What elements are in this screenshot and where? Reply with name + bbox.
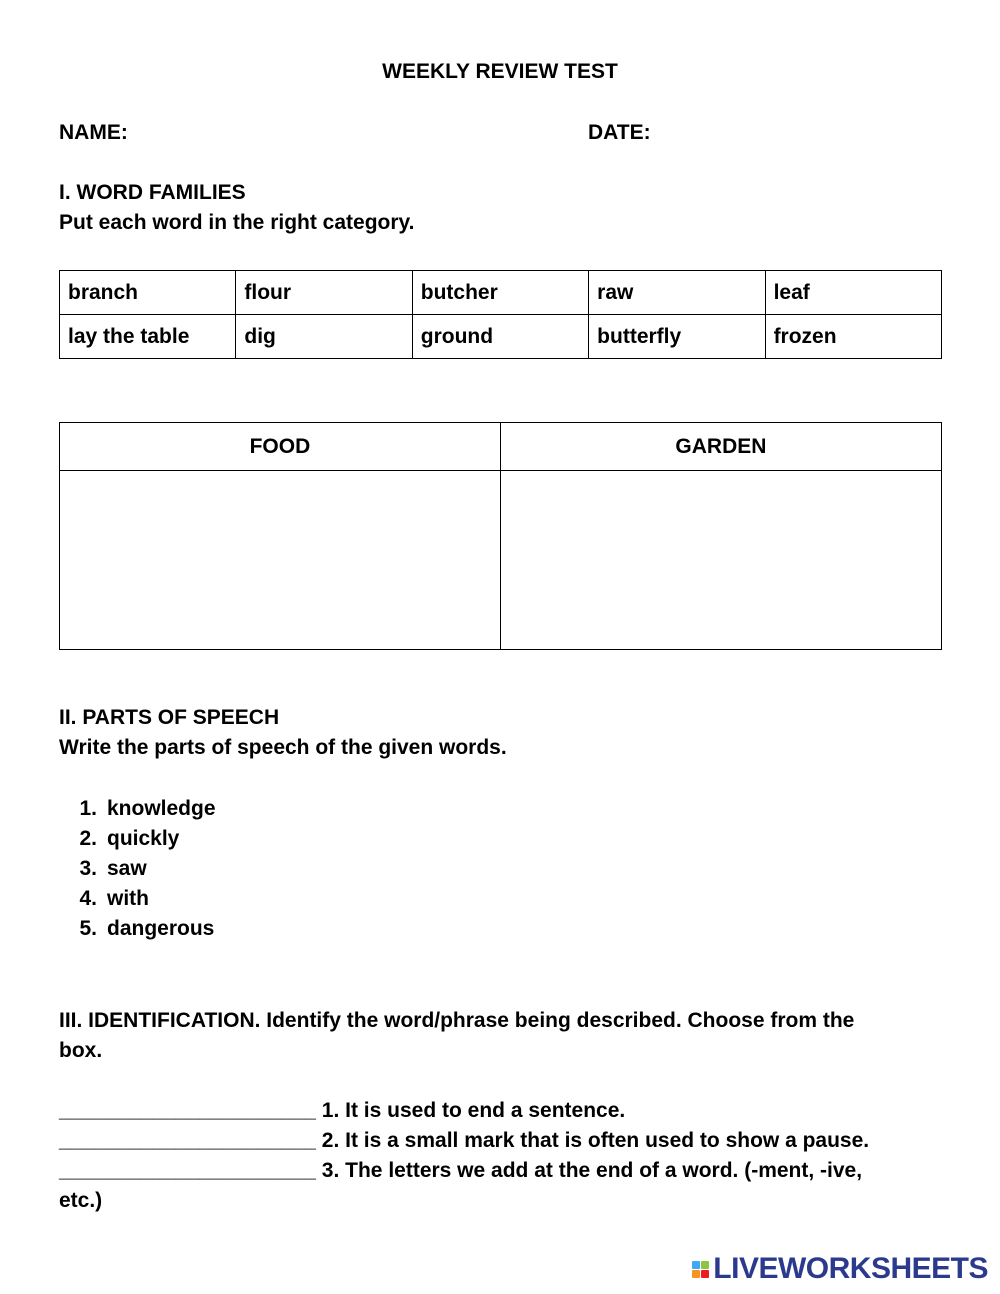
identification-item [59,1126,869,1156]
food-answer-cell[interactable] [60,471,501,650]
table-row [60,471,942,650]
garden-answer-cell[interactable] [500,471,941,650]
word-cell: butterfly [589,315,765,359]
section3-heading-cont: box. [59,1039,103,1062]
item-number: 3. [79,857,97,880]
word-cell: branch [60,271,236,315]
identification-item [59,1156,862,1186]
identification-item-cont: etc.) [59,1189,103,1212]
item-text: 2. It is a small mark that is often used to show a pause. [321,1129,870,1152]
word-cell: leaf [765,271,941,315]
list-item [59,794,216,824]
item-number: 2. [79,827,97,850]
logo-icon [692,1261,709,1278]
item-number: 5. [79,917,97,940]
word-cell: flour [236,271,412,315]
item-number: 4. [79,887,97,910]
table-row [60,423,942,471]
word-cell: raw [589,271,765,315]
category-table [59,422,942,650]
item-text: 1. It is used to end a sentence. [321,1099,626,1122]
section1-heading: I. WORD FAMILIES [59,181,246,204]
parts-of-speech-list [59,794,216,944]
list-item [59,914,216,944]
category-garden-header: GARDEN [500,423,941,471]
list-item [59,854,216,884]
item-number: 1. [79,797,97,820]
page-title: WEEKLY REVIEW TEST [382,60,618,83]
section2-heading: II. PARTS OF SPEECH [59,706,280,729]
answer-blank[interactable]: ______________________ [59,1099,316,1122]
category-food-header: FOOD [60,423,501,471]
word-cell: lay the table [60,315,236,359]
item-word: dangerous [107,917,215,940]
list-item [59,824,216,854]
item-word: with [107,887,149,910]
item-text: 3. The letters we add at the end of a word. (-ment, -ive, [321,1159,863,1182]
section3-heading: III. IDENTIFICATION. Identify the word/phrase being described. Choose from the [59,1009,855,1032]
word-cell: frozen [765,315,941,359]
list-item [59,884,216,914]
table-row [60,315,942,359]
identification-item [59,1096,625,1126]
item-word: knowledge [107,797,216,820]
date-label: DATE: [588,121,651,144]
answer-blank[interactable]: ______________________ [59,1159,316,1182]
section1-instruction: Put each word in the right category. [59,211,415,234]
item-word: saw [107,857,147,880]
table-row [60,271,942,315]
word-cell: butcher [412,271,588,315]
answer-blank[interactable]: ______________________ [59,1129,316,1152]
word-cell: dig [236,315,412,359]
logo-text: LIVEWORKSHEETS [713,1252,988,1285]
word-cell: ground [412,315,588,359]
liveworksheets-logo [692,1253,988,1285]
item-word: quickly [107,827,180,850]
section2-instruction: Write the parts of speech of the given words. [59,736,507,759]
word-bank-table [59,270,942,359]
name-label: NAME: [59,121,128,144]
